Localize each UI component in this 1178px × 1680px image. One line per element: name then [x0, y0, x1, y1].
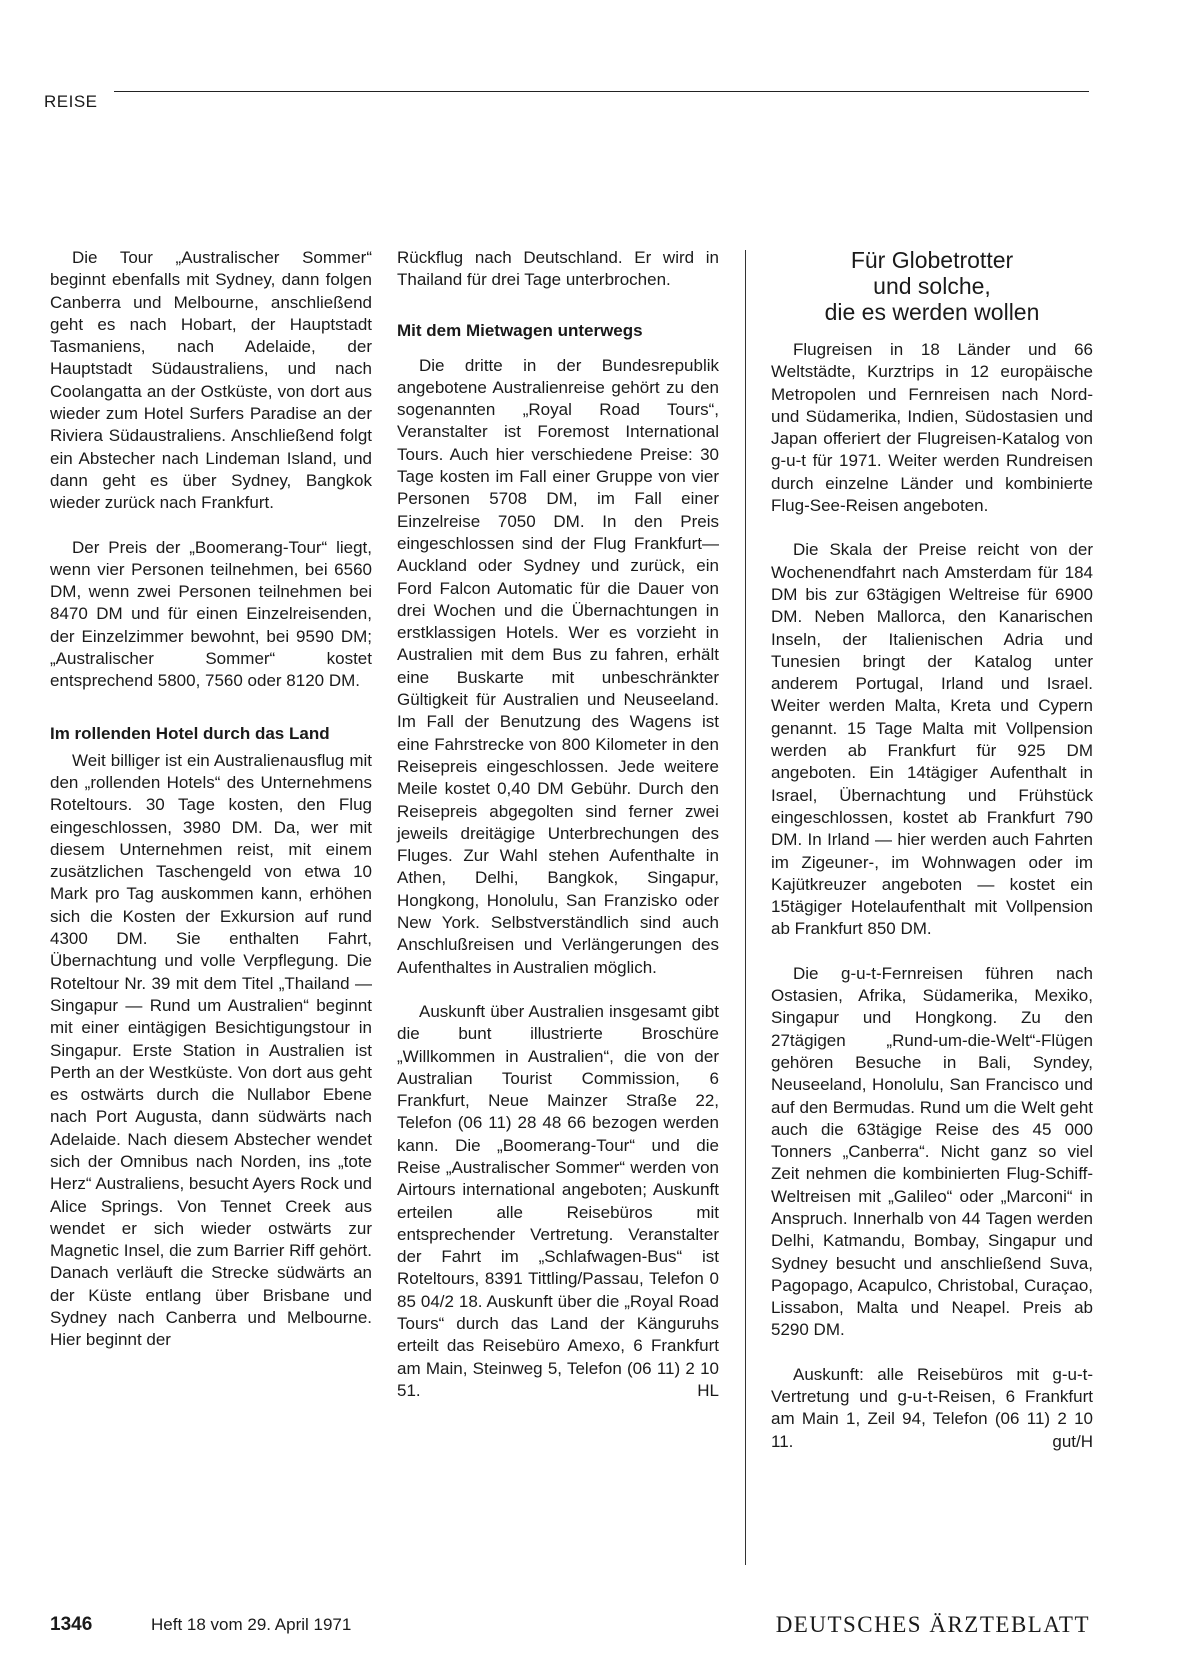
page-footer [50, 1614, 1090, 1644]
column-3 [771, 247, 1093, 1453]
column-1 [50, 247, 372, 1352]
author-signature: gut/H [1052, 1431, 1093, 1451]
journal-name: DEUTSCHES ÄRZTEBLATT [775, 1612, 1090, 1637]
paragraph: Die Skala der Preise reicht von der Wochenendfahrt nach Amsterdam für 184 DM bis zur 63tägigen Weltreise für 6900 DM. Neben Mallorca, den Kanarischen Inseln, der Italienischen Adria und Tunesien bringt der Katalog unter anderem Portugal, Irland und Israel. Weiter werden Malta, Kreta und Cypern genannt. 15 Tage Malta mit Vollpension werden ab Frankfurt für 925 DM angeboten. Ein 14tägiger Aufenthalt in Israel, Übernachtung und Frühstück eingeschlossen, kostet ab Frankfurt 790 DM. In Irland — hier werden auch Fahrten im Zigeuner-, im Wohnwagen oder im Kajütkreuzer angeboten — kostet ein 15tägiger Hotelaufenthalt mit Vollpension ab Frankfurt 850 DM. [771, 540, 1093, 939]
paragraph: Die g-u-t-Fernreisen führen nach Ostasien, Afrika, Südamerika, Mexiko, Singapur und Hongkong. Zu den 27tägigen „Rund-um-die-Welt“-Flügen gehören Besuche in Bali, Syndey, Neuseeland, Honolulu, San Francisco und auf den Bermudas. Rund um die Welt geht auch die 63tägige Reise des 45 000 Tonners „Canberra“. Nicht ganz so viel Zeit nehmen die kombinierten Flug-Schiff-Weltreisen mit „Galileo“ oder „Marconi“ in Anspruch. Innerhalb von 44 Tagen werden Delhi, Katmandu, Bombay, Singapur und Sydney besucht und anschließend Suva, Pagopago, Acapulco, Christobal, Curaçao, Lissabon, Malta und Neapel. Preis ab 5290 DM. [771, 963, 1093, 1340]
paragraph: Die dritte in der Bundesrepublik angebotene Australienreise gehört zu den sogenannten „Royal Road Tours“, Veranstalter ist Foremost International Tours. Auch hier verschiedene Preise: 30 Tage kosten im Fall einer Gruppe von vier Personen 5708 DM, im Fall einer Einzelreise 7050 DM. In den Preis eingeschlossen sind der Flug Frankfurt—Auckland oder Sydney und zurück, ein Ford Falcon Automatic für die Dauer von drei Wochen und die Übernachtungen in erstklassigen Hotels. Wer es vorzieht in Australien mit dem Bus zu fahren, erhält eine Buskarte mit unbeschränkter Gültigkeit für Australien und Neuseeland. Im Fall der Benutzung des Wagens ist eine Fahrstrecke von 800 Kilometer in den Reisepreis eingeschlossen. Jede weitere Meile kostet 0,40 DM Gebühr. Durch den Reisepreis abgegolten sind ferner zwei jeweils dreitägige Unterbrechungen des Fluges. Zur Wahl stehen Aufenthalte in Athen, Delhi, Bangkok, Singapur, Hongkong, Honolulu, San Franzisko oder New York. Selbstverständlich sind auch Anschlußreisen und Verlängerungen des Aufenthaltes in Australien möglich. [397, 355, 719, 977]
issue-info: Heft 18 vom 29. April 1971 [151, 1615, 352, 1634]
header-rule [114, 91, 1089, 92]
paragraph [771, 1364, 1093, 1453]
paragraph: Die Tour „Australischer Sommer“ beginnt ebenfalls mit Sydney, dann folgen Canberra und Melbourne, anschließend geht es nach Hobart, der Hauptstadt Tasmaniens, nach Adelaide, der Hauptstadt Südaustraliens, und nach Coolangatta an der Ostküste, von dort aus wieder zum Hotel Surfers Paradise an der Riviera Südaustraliens. Anschließend folgt ein Abstecher nach Lindeman Island, und dann geht es über Sydney, Bangkok wieder zurück nach Frankfurt. [50, 248, 372, 513]
column-2 [397, 247, 719, 1402]
subheading: Im rollenden Hotel durch das Land [50, 723, 330, 743]
page-number: 1346 [50, 1614, 93, 1635]
paragraph: Rückflug nach Deutschland. Er wird in Thailand für drei Tage unterbrochen. [397, 248, 719, 290]
paragraph-text: Auskunft: alle Reisebüros mit g-u-t-Vertretung und g-u-t-Reisen, 6 Frankfurt am Main 1, Zeil 94, Telefon (06 11) 2 10 11. [771, 1364, 1093, 1451]
sidebar-title-line: Für Globetrotter [850, 247, 1014, 273]
subheading: Mit dem Mietwagen unterwegs [397, 320, 643, 340]
sidebar-title-line: und solche, [873, 273, 991, 299]
author-signature: HL [697, 1380, 719, 1400]
paragraph: Flugreisen in 18 Länder und 66 Weltstädte, Kurztrips in 12 europäische Metropolen und Fernreisen nach Nord- und Südamerika, Indien, Südostasien und Japan offeriert der Flugreisen-Katalog von g-u-t für 1971. Weiter werden Rundreisen durch einzelne Länder und kombinierte Flug-See-Reisen angeboten. [771, 340, 1093, 516]
section-header [44, 88, 1089, 118]
paragraph [397, 1001, 719, 1402]
paragraph: Weit billiger ist ein Australienausflug mit den „rollenden Hotels“ des Unternehmens Roteltours. 30 Tage kosten, den Flug eingeschlossen, 3980 DM. Da, wer mit diesem Unternehmen reist, mit einem zusätzlichen Taschengeld von etwa 10 Mark pro Tag auskommen kann, erhöhen sich die Kosten der Exkursion auf rund 4300 DM. Sie enthalten Fahrt, Übernachtung und volle Verpflegung. Die Roteltour Nr. 39 mit dem Titel „Thailand — Singapur — Rund um Australien“ beginnt mit einer eintägigen Besichtigungstour in Singapur. Erste Station in Australien ist Perth an der Westküste. Von dort aus geht es ostwärts durch die Nullabor Ebene nach Port Augusta, dann südwärts nach Adelaide. Nach diesem Abstecher wendet sich der Omnibus nach Norden, ins „tote Herz“ Australiens, besucht Ayers Rock und Alice Springs. Von Tennet Creek aus wendet er sich wieder ostwärts zur Magnetic Insel, die zum Barrier Riff gehört. Danach verläuft die Strecke südwärts an der Küste entlang über Brisbane und Sydney nach Canberra und Melbourne. Hier beginnt der [50, 750, 372, 1350]
column-divider [745, 250, 746, 1565]
sidebar-title [771, 247, 1093, 325]
sidebar-title-line: die es werden wollen [824, 299, 1040, 325]
paragraph: Der Preis der „Boomerang-Tour“ liegt, wenn vier Personen teilnehmen, bei 6560 DM, wenn zwei Personen teilnehmen bei 8470 DM und für einen Einzelreisenden, der Einzelzimmer bewohnt, bei 9590 DM; „Australischer Sommer“ kostet entsprechend 5800, 7560 oder 8120 DM. [50, 537, 372, 691]
paragraph-text: Auskunft über Australien insgesamt gibt die bunt illustrierte Broschüre „Willkommen in Australien“, die von der Australian Tourist Commission, 6 Frankfurt, Neue Mainzer Straße 22, Telefon (06 11) 28 48 66 bezogen werden kann. Die „Boomerang-Tour“ und die Reise „Australischer Sommer“ werden von Airtours international angeboten; Auskunft erteilen alle Reisebüros mit entsprechender Vertretung. Veranstalter der Fahrt im „Schlafwagen-Bus“ ist Roteltours, 8391 Tittling/Passau, Telefon 0 85 04/2 18. Auskunft über die „Royal Road Tours“ durch das Land der Känguruhs erteilt das Reisebüro Amexo, 6 Frankfurt am Main, Steinweg 5, Telefon (06 11) 2 10 51. [397, 1001, 719, 1400]
section-label: REISE [44, 92, 98, 111]
